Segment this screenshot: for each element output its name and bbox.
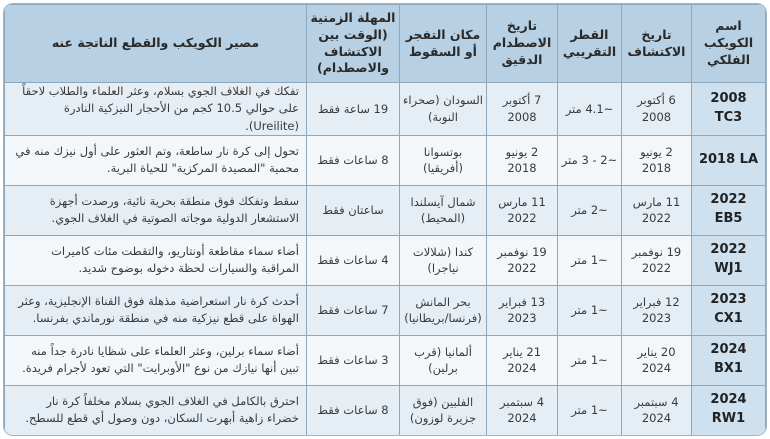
cell-impact-date: 2 يونيو 2018 — [487, 135, 558, 185]
cell-location: بوتسوانا (أفريقيا) — [400, 135, 487, 185]
cell-warning-time: ساعتان فقط — [307, 185, 400, 235]
cell-name: 2022 WJ1 — [692, 235, 766, 285]
cell-impact-date: 13 فبراير 2023 — [487, 285, 558, 335]
cell-location: شمال آيسلندا (المحيط) — [400, 185, 487, 235]
cell-impact-date: 21 يناير 2024 — [487, 335, 558, 385]
table-row — [5, 83, 766, 136]
header-warning-time: المهلة الزمنية (الوقت بين الاكتشاف والاصطدام) — [307, 5, 400, 83]
cell-fate: أحدث كرة نار استعراضية مذهلة فوق القناة الإنجليزية، وعثر الهواة على قطع نيزكية منه في منطقة نورماندي بفرنسا. — [5, 285, 307, 335]
header-discovery-date: تاريخ الاكتشاف — [622, 5, 692, 83]
table-row — [5, 235, 766, 285]
cell-impact-date: 4 سبتمبر 2024 — [487, 385, 558, 435]
table-header-row — [5, 5, 766, 83]
cell-fate: أضاء سماء برلين، وعثر العلماء على شظايا نادرة جداً منه تبين أنها نيازك من نوع "الأوبرايت" التي تعود لأجرام فريدة. — [5, 335, 307, 385]
table-row — [5, 185, 766, 235]
cell-impact-date: 7 أكتوبر 2008 — [487, 83, 558, 136]
asteroid-impacts-table — [4, 4, 766, 436]
cell-location: السودان (صحراء النوبة) — [400, 83, 487, 136]
table-row — [5, 385, 766, 435]
cell-diameter: ~1 متر — [558, 335, 622, 385]
cell-fate: أضاء سماء مقاطعة أونتاريو، والتقطت مئات كاميرات المراقبة والسيارات لحظة دخوله بوضوح شديد. — [5, 235, 307, 285]
table-row — [5, 335, 766, 385]
cell-impact-date: 19 نوفمبر 2022 — [487, 235, 558, 285]
header-location: مكان التفجر أو السقوط — [400, 5, 487, 83]
header-name: اسم الكويكب الفلكي — [692, 5, 766, 83]
cell-name: 2018 LA — [692, 135, 766, 185]
cell-name: 2024 BX1 — [692, 335, 766, 385]
cell-diameter: ~1 متر — [558, 285, 622, 335]
cell-location: ألمانيا (قرب برلين) — [400, 335, 487, 385]
cell-diameter: ~2 متر — [558, 185, 622, 235]
cell-discovery-date: 19 نوفمبر 2022 — [622, 235, 692, 285]
cell-warning-time: 19 ساعة فقط — [307, 83, 400, 136]
cell-discovery-date: 12 فبراير 2023 — [622, 285, 692, 335]
cell-warning-time: 4 ساعات فقط — [307, 235, 400, 285]
cell-impact-date: 11 مارس 2022 — [487, 185, 558, 235]
header-impact-date: تاريخ الاصطدام الدقيق — [487, 5, 558, 83]
cell-discovery-date: 11 مارس 2022 — [622, 185, 692, 235]
cell-discovery-date: 2 يونيو 2018 — [622, 135, 692, 185]
cell-warning-time: 8 ساعات فقط — [307, 385, 400, 435]
cell-location: بحر المانش (فرنسا/بريطانيا) — [400, 285, 487, 335]
cell-diameter: ~4.1 متر — [558, 83, 622, 136]
cell-warning-time: 7 ساعات فقط — [307, 285, 400, 335]
cell-fate: احترق بالكامل في الغلاف الجوي بسلام مخلفاً كرة نار خضراء زاهية أبهرت السكان، دون وصول أي قطع للسطح. — [5, 385, 307, 435]
header-fate: مصير الكويكب والقطع الناتجة عنه — [5, 5, 307, 83]
cell-location: كندا (شلالات نياجرا) — [400, 235, 487, 285]
cell-name: 2022 EB5 — [692, 185, 766, 235]
header-diameter: القطر التقريبي — [558, 5, 622, 83]
table-row — [5, 285, 766, 335]
cell-fate: تحول إلى كرة نار ساطعة، وتم العثور على أول نيزك منه في محمية "المصيدة المركزية" للحياة البرية. — [5, 135, 307, 185]
cell-name: 2024 RW1 — [692, 385, 766, 435]
cell-location: الفلبين (فوق جزيرة لوزون) — [400, 385, 487, 435]
cell-fate: تفكك في الغلاف الجوي بسلام، وعثر العلماء والطلاب لاحقاً على حوالي 10.5 كجم من الأحجار النيزكية النادرة (Ureilite). — [5, 83, 307, 136]
cell-diameter: ~1 متر — [558, 235, 622, 285]
cell-name: 2023 CX1 — [692, 285, 766, 335]
cell-discovery-date: 20 يناير 2024 — [622, 335, 692, 385]
cell-discovery-date: 4 سبتمبر 2024 — [622, 385, 692, 435]
cell-fate: سقط وتفكك فوق منطقة بحرية نائية، ورصدت أجهزة الاستشعار الدولية موجاته الصوتية في الغلاف الجوي. — [5, 185, 307, 235]
cell-diameter: ~1 متر — [558, 385, 622, 435]
cell-warning-time: 3 ساعات فقط — [307, 335, 400, 385]
asteroid-impacts-table-frame — [3, 3, 767, 436]
table-row — [5, 135, 766, 185]
cell-warning-time: 8 ساعات فقط — [307, 135, 400, 185]
cell-name: 2008 TC3 — [692, 83, 766, 136]
cell-diameter: ~2 - 3 متر — [558, 135, 622, 185]
cell-discovery-date: 6 أكتوبر 2008 — [622, 83, 692, 136]
